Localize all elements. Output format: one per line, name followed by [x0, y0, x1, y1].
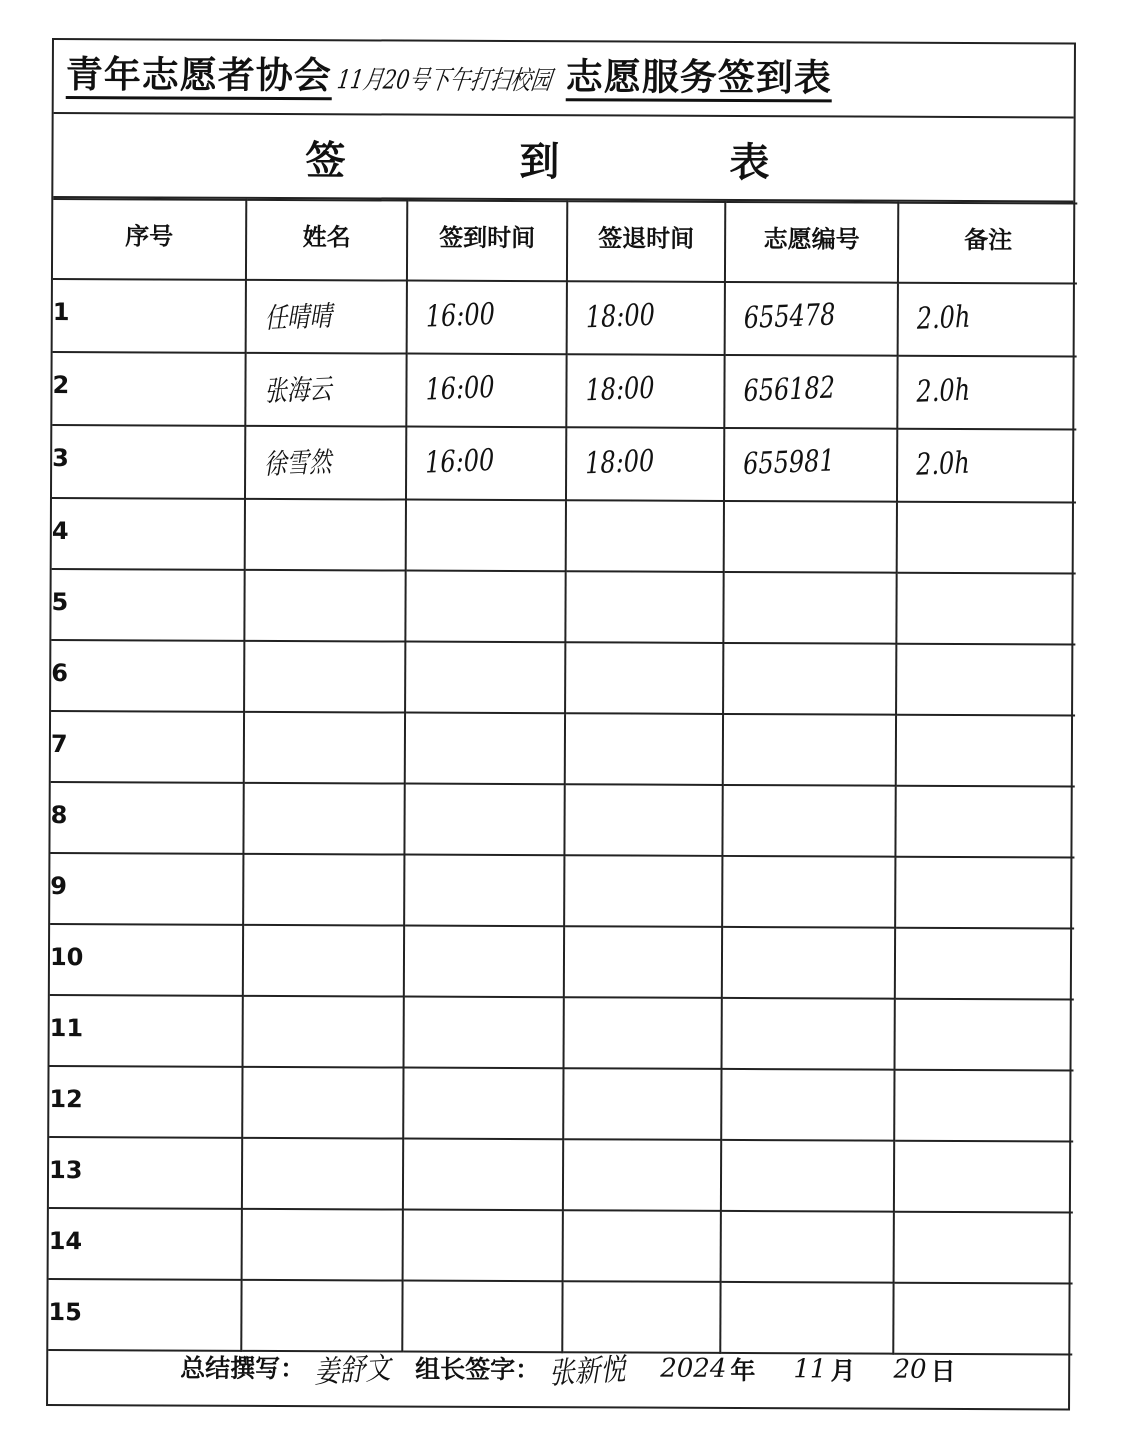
row-name-cell: [243, 996, 404, 1068]
row-seq: 6: [51, 640, 244, 712]
row-sign-in-time-cell: [403, 1210, 563, 1282]
row-seq: 5: [51, 569, 244, 641]
row-sign-out-time-cell: [566, 427, 724, 501]
row-seq: 9: [50, 853, 243, 925]
signin-table: [48, 198, 1077, 1355]
row-seq: 3: [52, 425, 245, 499]
row-note-cell: [894, 1212, 1073, 1284]
row-volunteer-id: 655478: [743, 297, 836, 337]
row-sign-out-time-cell: [564, 997, 722, 1069]
table-row: [51, 640, 1075, 715]
row-sign-out-time-cell: [563, 1068, 721, 1140]
row-name-cell: [243, 783, 404, 855]
row-sign-in-time-cell: [406, 354, 566, 428]
row-note-cell: [897, 429, 1076, 503]
row-sign-out-time: 18:00: [584, 443, 655, 482]
row-seq: 1: [53, 279, 246, 353]
row-sign-out-time-cell: [564, 784, 722, 856]
row-sign-in-time-cell: [406, 427, 566, 501]
column-header-name: 姓名: [246, 200, 407, 281]
table-row: [49, 1137, 1073, 1212]
row-sign-out-time-cell: [565, 642, 723, 714]
row-sign-in-time: 16:00: [425, 369, 496, 408]
row-seq: 14: [49, 1208, 242, 1280]
row-sign-in-time-cell: [403, 1139, 563, 1211]
row-name-cell: [245, 353, 406, 427]
row-note-cell: [895, 786, 1074, 858]
row-name-cell: [245, 499, 406, 571]
row-sign-in-time-cell: [404, 926, 564, 998]
row-volunteer-id-cell: [721, 1211, 894, 1283]
row-sign-out-time-cell: [565, 571, 723, 643]
row-name-cell: [242, 1067, 403, 1139]
row-seq: 2: [52, 352, 245, 426]
table-row: [53, 279, 1077, 356]
table-row: [52, 425, 1076, 502]
row-note-cell: [895, 928, 1074, 1000]
row-seq: 13: [49, 1137, 242, 1209]
row-name-cell: [244, 570, 405, 642]
row-volunteer-id-cell: [721, 1069, 894, 1141]
row-note-cell: [896, 644, 1075, 716]
table-row: [49, 1208, 1073, 1283]
row-volunteer-id: 655981: [742, 443, 836, 483]
row-note-cell: [895, 857, 1074, 929]
table-row: [49, 1066, 1073, 1141]
row-note-cell: [894, 1070, 1073, 1142]
row-name-cell: [244, 641, 405, 713]
row-name: 任晴晴: [264, 298, 333, 335]
date-month-unit: 月: [830, 1356, 856, 1386]
row-sign-in-time-cell: [404, 855, 564, 927]
column-header-note: 备注: [898, 203, 1077, 284]
row-sign-out-time: 18:00: [585, 297, 656, 336]
row-sign-out-time: 18:00: [585, 370, 656, 409]
table-row: [52, 498, 1076, 573]
row-volunteer-id-cell: [725, 282, 898, 356]
row-note-cell: [896, 715, 1075, 787]
row-volunteer-id-cell: [722, 856, 895, 928]
date-day: 20: [893, 1354, 927, 1385]
row-note: 2.0h: [915, 445, 971, 483]
table-row: [50, 924, 1074, 999]
row-sign-in-time-cell: [406, 500, 566, 572]
row-sign-out-time-cell: [566, 500, 724, 572]
row-sign-in-time: 16:00: [425, 296, 496, 335]
summary-label: 总结撰写：: [180, 1353, 306, 1384]
row-volunteer-id-cell: [721, 1140, 894, 1212]
row-name: 徐雪然: [263, 444, 332, 481]
row-note-cell: [895, 999, 1074, 1071]
date-month: 11: [793, 1354, 827, 1385]
row-sign-in-time-cell: [407, 281, 567, 355]
row-volunteer-id-cell: [722, 998, 895, 1070]
row-name-cell: [245, 426, 406, 500]
row-note-cell: [897, 502, 1076, 574]
row-volunteer-id-cell: [724, 428, 897, 502]
row-sign-out-time-cell: [567, 281, 725, 355]
summary-writer-signature: 姜舒文: [313, 1351, 392, 1391]
leader-label: 组长签字：: [415, 1354, 541, 1385]
table-row: [51, 711, 1075, 786]
row-note-cell: [897, 356, 1076, 430]
date-year-unit: 年: [730, 1355, 756, 1386]
column-header-volunteer-id: 志愿编号: [725, 202, 898, 283]
row-sign-in-time-cell: [405, 642, 565, 714]
row-name-cell: [246, 280, 407, 354]
date-day-unit: 日: [930, 1356, 956, 1386]
row-name: 张海云: [264, 371, 333, 408]
row-sign-out-time-cell: [565, 713, 723, 785]
table-row: [50, 782, 1074, 857]
row-volunteer-id-cell: [723, 572, 896, 644]
row-seq: 15: [48, 1279, 241, 1351]
row-sign-out-time-cell: [563, 1210, 721, 1282]
row-name-cell: [243, 925, 404, 997]
row-sign-out-time-cell: [566, 354, 724, 428]
table-row: [52, 352, 1076, 429]
subtitle-char: 到: [519, 139, 560, 186]
date-year: 2024: [660, 1353, 727, 1384]
subtitle-char: 表: [729, 139, 770, 187]
title-row: [54, 40, 1074, 118]
row-volunteer-id-cell: [722, 927, 895, 999]
organization-name: 青年志愿者协会: [66, 54, 332, 100]
table-header-row: [53, 199, 1077, 283]
column-header-sign-in: 签到时间: [407, 201, 567, 282]
row-seq: 4: [52, 498, 245, 570]
row-volunteer-id-cell: [724, 355, 897, 429]
row-volunteer-id-cell: [724, 501, 897, 573]
row-sign-in-time-cell: [403, 1068, 563, 1140]
row-note-cell: [894, 1141, 1073, 1213]
row-sign-in-time-cell: [405, 713, 565, 785]
row-volunteer-id-cell: [723, 714, 896, 786]
row-sign-out-time-cell: [563, 1139, 721, 1211]
row-sign-out-time-cell: [564, 855, 722, 927]
row-seq: 7: [51, 711, 244, 783]
column-header-seq: 序号: [53, 199, 246, 280]
signin-sheet: [46, 38, 1076, 1410]
subtitle-row: [53, 114, 1073, 202]
row-note-cell: [898, 283, 1077, 357]
row-seq: 10: [50, 924, 243, 996]
row-volunteer-id-cell: [723, 643, 896, 715]
row-sign-in-time-cell: [404, 784, 564, 856]
row-volunteer-id: 656182: [743, 370, 836, 410]
row-sign-in-time: 16:00: [424, 442, 495, 481]
leader-signature: 张新悦: [548, 1352, 627, 1392]
row-sign-in-time-cell: [405, 571, 565, 643]
table-row: [50, 995, 1074, 1070]
row-note: 2.0h: [916, 299, 971, 337]
row-sign-out-time-cell: [564, 926, 722, 998]
form-title: 志愿服务签到表: [566, 56, 832, 102]
row-seq: 12: [49, 1066, 242, 1138]
row-name-cell: [243, 854, 404, 926]
row-name-cell: [244, 712, 405, 784]
row-seq: 8: [50, 782, 243, 854]
row-note: 2.0h: [916, 372, 971, 410]
table-row: [51, 569, 1075, 644]
row-name-cell: [242, 1138, 403, 1210]
column-header-sign-out: 签退时间: [567, 201, 725, 282]
table-row: [50, 853, 1074, 928]
row-seq: 11: [50, 995, 243, 1067]
event-note-handwritten: 11月20号下午打扫校园: [335, 64, 554, 96]
row-note-cell: [896, 573, 1075, 645]
row-name-cell: [242, 1209, 403, 1281]
row-sign-in-time-cell: [404, 997, 564, 1069]
subtitle-char: 签: [305, 138, 346, 185]
row-volunteer-id-cell: [722, 785, 895, 857]
footer-signatures: [48, 1328, 1068, 1408]
